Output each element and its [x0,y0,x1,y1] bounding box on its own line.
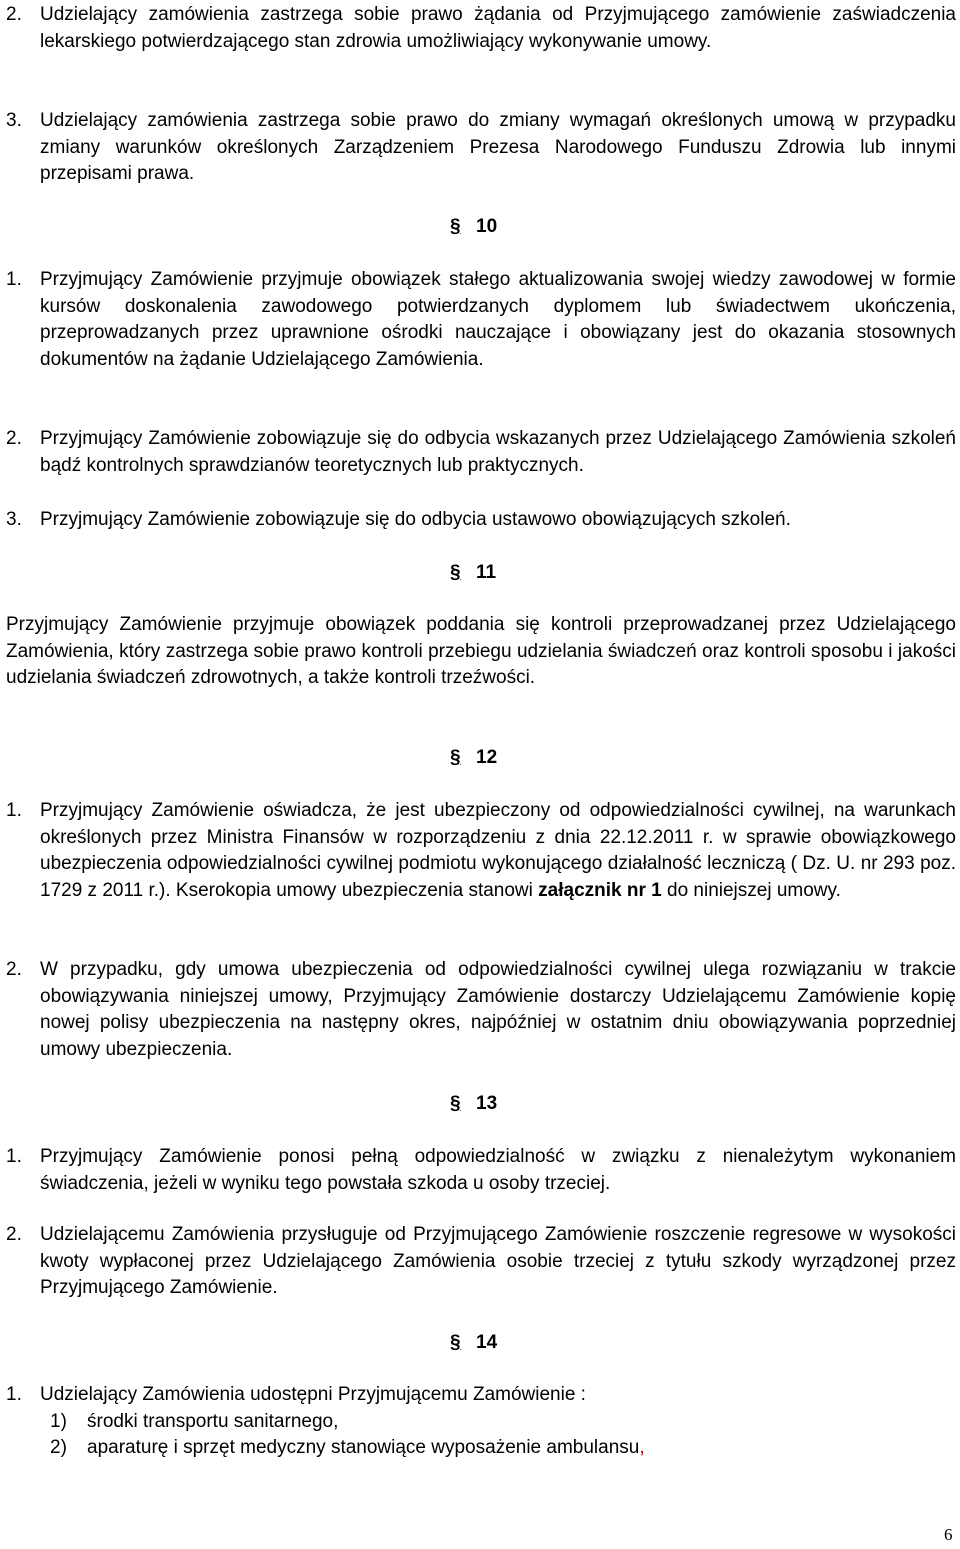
paragraph-12-2 [6,957,956,1063]
item-number: 2. [6,959,22,980]
item-number: 2. [6,1224,22,1245]
section-heading-14 [450,1330,570,1357]
paragraph-9-2 [6,2,956,55]
item-text: Przyjmujący Zamówienie zobowiązuje się do odbycia wskazanych przez Udzielającego Zamówienia szkoleń bądź kontrolnych sprawdzianów teoretycznych lub praktycznych. [40,428,956,476]
section-heading-10 [450,214,570,241]
paragraph-11: Przyjmujący Zamówienie przyjmuje obowiązek poddania się kontroli przeprowadzanej przez Udzielającego Zamówienia, który zastrzega sobie prawo kontroli przebiegu udzielania świadczeń oraz kontroli sposobu i jakości udzielania świadczeń zdrowotnych, a także kontroli trzeźwości. [6,614,956,688]
section-sign: § [450,1332,461,1353]
paragraph-12-1 [6,798,956,904]
section-number: 13 [476,1093,498,1114]
paragraph-10-1 [6,267,956,373]
list-item-number: 2) [50,1437,67,1458]
item-number: 1. [6,1146,22,1167]
paragraph-10-2 [6,426,956,479]
red-comma-mark: , [639,1437,645,1458]
section-number: 10 [476,216,498,237]
item-text: Udzielający Zamówienia udostępni Przyjmującemu Zamówienie : [40,1384,586,1405]
paragraph-14-1 [6,1382,956,1409]
paragraph-9-3 [6,108,956,188]
item-text: Przyjmujący Zamówienie zobowiązuje się do odbycia ustawowo obowiązujących szkoleń. [40,509,791,530]
paragraph-13-1 [6,1144,956,1197]
item-text-part: do niniejszej umowy. [661,879,841,901]
section-sign: § [450,216,461,237]
list-item [50,1409,338,1436]
section-number: 11 [476,562,497,583]
item-text [40,798,956,904]
paragraph-13-2 [6,1222,956,1302]
section-number: 12 [476,747,498,768]
item-number: 3. [6,110,22,131]
item-number: 1. [6,800,22,821]
section-number: 14 [476,1332,498,1353]
section-heading-11 [450,560,570,587]
page-number: 6 [944,1525,953,1544]
item-text: Udzielający zamówienia zastrzega sobie prawo żądania od Przyjmującego zamówienie zaświadczenia lekarskiego potwierdzającego stan zdrowia umożliwiający wykonywanie umowy. [40,4,956,52]
item-number: 2. [6,4,22,25]
section-heading-12 [450,745,570,772]
section-sign: § [450,747,461,768]
item-text: Udzielający zamówienia zastrzega sobie prawo do zmiany wymagań określonych umową w przypadku zmiany warunków określonych Zarządzeniem Prezesa Narodowego Funduszu Zdrowia lub innymi przepisami prawa. [40,110,956,184]
list-item-text-part: aparaturę i sprzęt medyczny stanowiące wyposażenie ambulansu [87,1437,640,1458]
list-item-number: 1) [50,1411,67,1432]
item-number: 3. [6,509,22,530]
item-text: W przypadku, gdy umowa ubezpieczenia od odpowiedzialności cywilnej ulega rozwiązaniu w trakcie obowiązywania niniejszej umowy, Przyjmujący Zamówienie dostarczy Udzielającemu Zamówienie kopię nowej polisy ubezpieczenia na następny okres, najpóźniej w ostatnim dniu obowiązywania poprzedniej umowy ubezpieczenia. [40,959,956,1060]
section-heading-13 [450,1091,570,1118]
item-text: Przyjmujący Zamówienie ponosi pełną odpowiedzialność w związku z nienależytym wykonaniem świadczenia, jeżeli w wyniku tego powstała szkoda u osoby trzeciej. [40,1146,956,1194]
item-text: Udzielającemu Zamówienia przysługuje od Przyjmującego Zamówienie roszczenie regresowe w wysokości kwoty wypłaconej przez Udzielającego Zamówienia osobie trzeciej z tytułu szkody wyrządzonej przez Przyjmującego Zamówienie. [40,1224,956,1298]
item-number: 1. [6,1384,22,1405]
section-sign: § [450,562,461,583]
section-sign: § [450,1093,461,1114]
item-text: Przyjmujący Zamówienie przyjmuje obowiązek stałego aktualizowania swojej wiedzy zawodowej w formie kursów doskonalenia zawodowego potwierdzanych dyplomem lub świadectwem ukończenia, przeprowadzanych przez uprawnione ośrodki nauczające i obowiązany jest do okazania stosownych dokumentów na żądanie Udzielającego Zamówienia. [40,269,956,370]
item-number: 2. [6,428,22,449]
item-number: 1. [6,269,22,290]
paragraph-10-3 [6,507,956,534]
attachment-reference: załącznik nr 1 [538,879,662,901]
list-item [50,1435,645,1462]
item-text-part: Przyjmujący Zamówienie oświadcza, że jest ubezpieczony od odpowiedzialności cywilnej, na warunkach określonych przez Ministra Finansów w rozporządzeniu z dnia 22.12.2011 r. w sprawie obowiązkowego ubezpieczenia odpowiedzialności cywilnej podmiotu wykonującego działalność leczniczą ( Dz. U. nr 293 poz. 1729 z 2011 r.). Kserokopia umowy ubezpieczenia stanowi [40,800,956,901]
list-item-text: środki transportu sanitarnego, [87,1411,339,1432]
list-item-text [87,1435,645,1462]
